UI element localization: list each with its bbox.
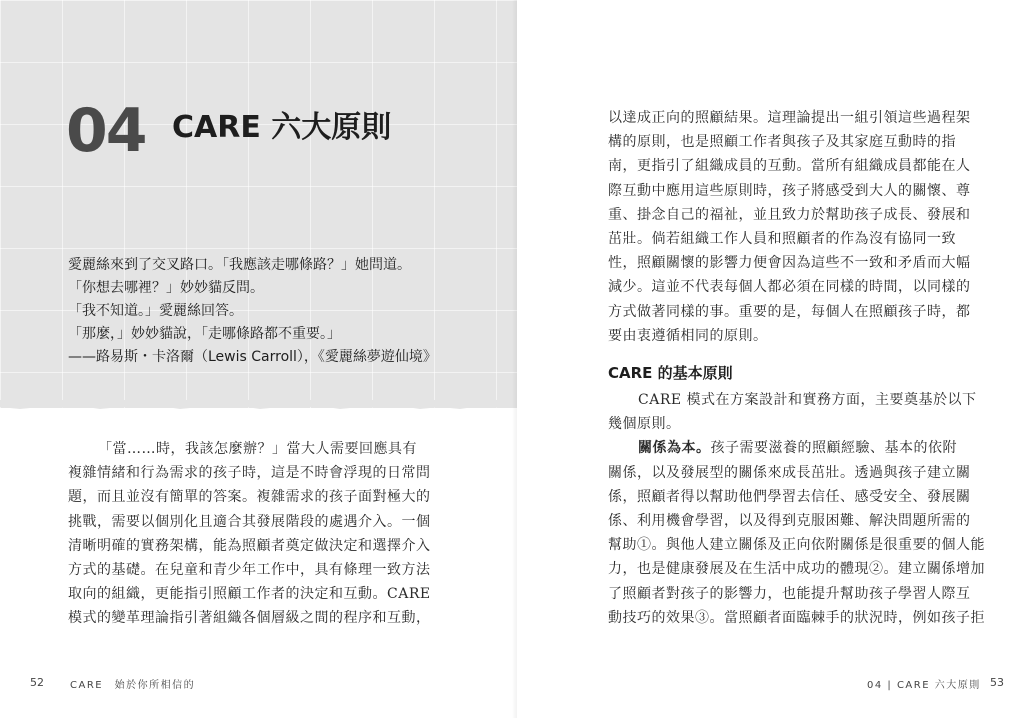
- torn-paper-edge: [0, 400, 517, 414]
- epigraph-attribution: ——路易斯・卡洛爾（Lewis Carroll），《愛麗絲夢遊仙境》: [68, 349, 437, 365]
- section-heading: CARE 的基本原則: [608, 364, 733, 382]
- body-line: 「當……時，我該怎麼辦？」當大人需要回應具有: [98, 441, 417, 457]
- body-line: 模式的變革理論指引著組織各個層級之間的程序和互動，: [68, 610, 431, 627]
- body-line: 複雜情緒和行為需求的孩子時，這是不時會浮現的日常問: [68, 465, 431, 482]
- body-line: 題，而且並沒有簡單的答案。複雜需求的孩子面對極大的: [68, 489, 431, 506]
- body-line: 構的原則，也是照顧工作者與孩子及其家庭互動時的指: [608, 134, 956, 151]
- body-line: 以達成正向的照顧結果。這理論提出一組引領這些過程架: [608, 110, 971, 126]
- body-run: 孩子需要滋養的照顧經驗、基本的依附: [710, 440, 957, 457]
- epigraph-line: 愛麗絲來到了交叉路口。「我應該走哪條路？」她問道。: [68, 257, 411, 273]
- right-page: [517, 0, 1034, 718]
- body-line: 方式的基礎。在兒童和青少年工作中，具有條理一致方法: [68, 562, 431, 579]
- principle-term: 關係為本。: [638, 440, 711, 457]
- body-line: 了照顧者對孩子的影響力，也能提升幫助孩子學習人際互: [608, 585, 971, 602]
- body-line: 係，照顧者得以幫助他們學習去信任、感受安全、發展關: [608, 488, 971, 505]
- epigraph-line: 「你想去哪裡？」妙妙貓反問。: [68, 280, 264, 296]
- body-line: 方式做著同樣的事。重要的是，每個人在照顧孩子時，都: [608, 303, 971, 320]
- epigraph-line: 「我不知道。」愛麗絲回答。: [68, 303, 243, 319]
- epigraph-line: 「那麼，」妙妙貓說，「走哪條路都不重要。」: [68, 326, 341, 342]
- body-line: 要由衷遵循相同的原則。: [608, 327, 768, 344]
- body-line: CARE 模式在方案設計和實務方面，主要奠基於以下: [638, 392, 977, 408]
- body-line: 性，照顧關懷的影響力便會因為這些不一致和矛盾而大幅: [608, 255, 971, 272]
- body-line: 幾個原則。: [608, 416, 681, 433]
- running-footer-left: CARE 始於你所相信的: [70, 680, 196, 691]
- body-line: 係、利用機會學習，以及得到克服困難、解決問題所需的: [608, 513, 971, 530]
- body-line: 幫助①。與他人建立關係及正向依附關係是很重要的個人能: [608, 537, 985, 554]
- body-line: 減少。這並不代表每個人都必須在同樣的時間，以同樣的: [608, 279, 971, 296]
- body-line: 動技巧的效果③。當照顧者面臨棘手的狀況時，例如孩子拒: [608, 609, 985, 626]
- chapter-title: CARE 六大原則: [172, 110, 392, 145]
- principle-first-line: [608, 436, 978, 460]
- body-line: 力，也是健康發展及在生活中成功的體現②。建立關係增加: [608, 561, 985, 578]
- body-line: 南，更指引了組織成員的互動。當所有組織成員都能在人: [608, 158, 971, 175]
- epigraph: [68, 254, 498, 369]
- body-line: 關係，以及發展型的關係來成長茁壯。透過與孩子建立關: [608, 464, 971, 481]
- body-line: 茁壯。倘若組織工作人員和照顧者的作為沒有協同一致: [608, 231, 956, 248]
- right-body-text-top: [608, 106, 978, 348]
- body-line: 清晰明確的實務架構，能為照顧者奠定做決定和選擇介入: [68, 537, 431, 554]
- body-line: 取向的組織，更能指引照顧工作者的決定和互動。CARE: [68, 586, 431, 603]
- right-body-text-bottom: [608, 388, 985, 630]
- page-number-right: 53: [990, 676, 1004, 689]
- left-body-text: [68, 437, 488, 631]
- body-line: 挑戰，需要以個別化且適合其發展階段的處遇介入。一個: [68, 513, 431, 530]
- body-line: 重、掛念自己的福祉，並且致力於幫助孩子成長、發展和: [608, 206, 971, 223]
- page-number-left: 52: [30, 676, 44, 689]
- chapter-number: 04: [66, 96, 146, 166]
- body-line: 際互動中應用這些原則時，孩子將感受到大人的關懷、尊: [608, 182, 971, 199]
- running-footer-right: 04 | CARE 六大原則: [867, 680, 981, 691]
